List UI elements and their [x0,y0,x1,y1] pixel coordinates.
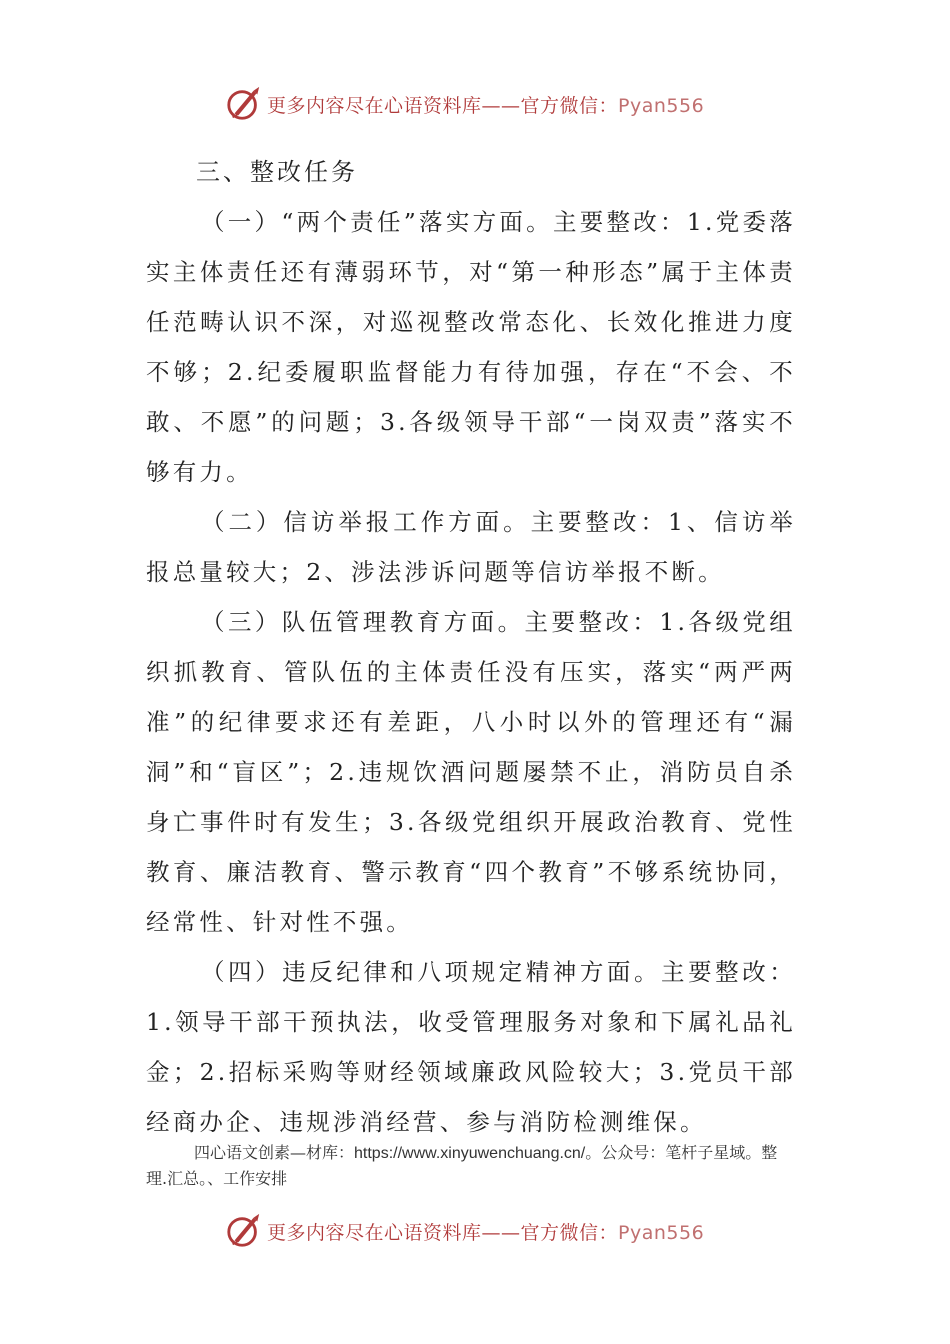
paragraph-2: （二）信访举报工作方面。主要整改：1、信访举报总量较大；2、涉法涉诉问题等信访举报不断。 [146,508,796,586]
wechat-id: Pyan556 [618,1221,705,1244]
paragraph-4: （四）违反纪律和八项规定精神方面。主要整改：1.领导干部干预执法，收受管理服务对象和下属礼品礼金；2.招标采购等财经领域廉政风险较大；3.党员干部经商办企、违规涉消经营、参与消防检测维保。 [146,958,796,1136]
watermark-label: 更多内容尽在心语资料库——官方微信：Pyan556 [267,94,705,117]
header-watermark [225,84,704,124]
document-body [146,147,796,1147]
watermark-label: 更多内容尽在心语资料库——官方微信：Pyan556 [267,1221,705,1244]
section-title: 三、整改任务 [196,158,358,186]
wechat-id: Pyan556 [618,94,705,117]
footer-watermark [225,1211,704,1251]
quill-seal-icon [225,1212,263,1250]
paragraph-1: （一）“两个责任”落实方面。主要整改：1.党委落实主体责任还有薄弱环节，对“第一种形态”属于主体责任范畴认识不深，对巡视整改常态化、长效化推进力度不够；2.纪委履职监督能力有待加强，存在“不会、不敢、不愿”的问题；3.各级领导干部“一岗双责”落实不够有力。 [146,208,796,486]
quill-seal-icon [225,85,263,123]
paragraph-3: （三）队伍管理教育方面。主要整改：1.各级党组织抓教育、管队伍的主体责任没有压实，落实“两严两准”的纪律要求还有差距，八小时以外的管理还有“漏洞”和“盲区”；2.违规饮酒问题屡禁不止，消防员自杀身亡事件时有发生；3.各级党组织开展政治教育、党性教育、廉洁教育、警示教育“四个教育”不够系统协同，经常性、针对性不强。 [146,608,796,936]
source-url[interactable]: https://www.xinyuwenchuang.cn/ [354,1145,586,1162]
source-note: 四心语文创素—材库：https://www.xinyuwenchuang.cn/。公众号：笔杆子星域。整理.汇总。、工作安排 [146,1143,778,1188]
